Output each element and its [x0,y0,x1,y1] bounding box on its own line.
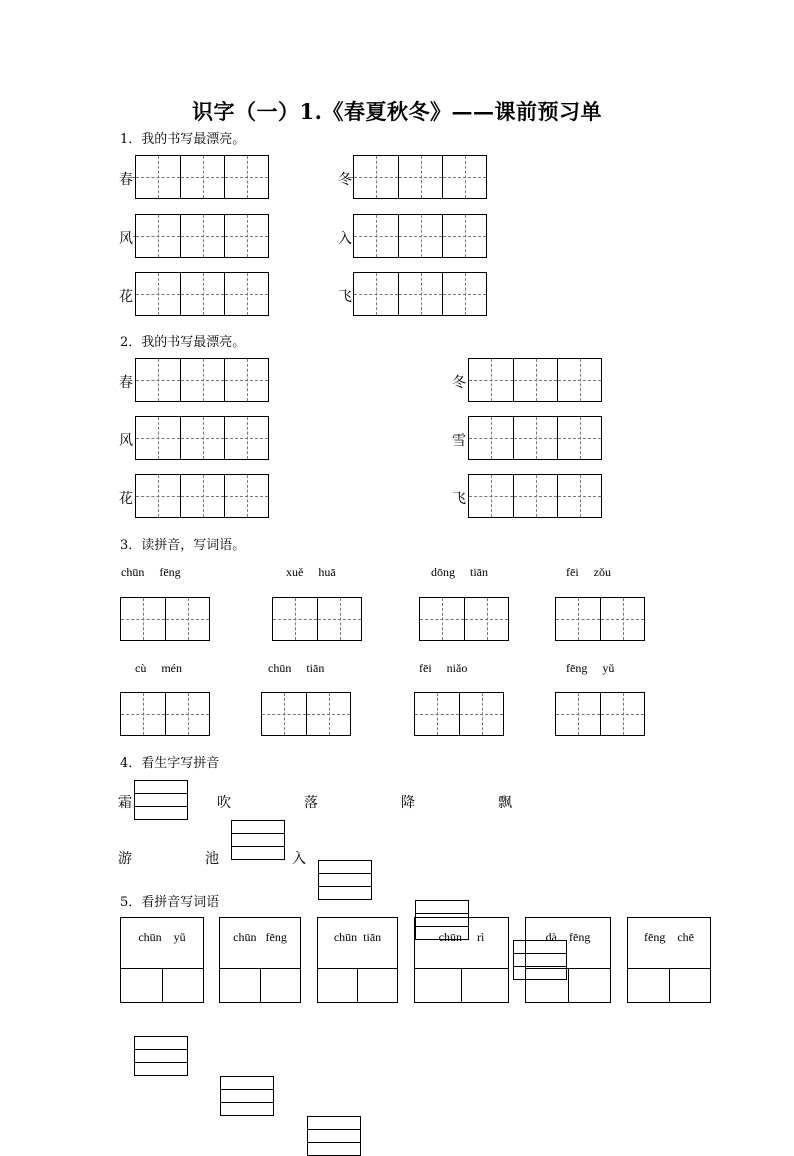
q2-char: 雪 [452,433,466,449]
q1-char: 风 [119,231,133,247]
pinyin-label: xuě huā [286,565,336,579]
pinyin-word-box[interactable]: fēng chē [627,917,711,1003]
q4-char: 入 [292,851,306,867]
q1-char: 花 [119,289,133,305]
writing-grid[interactable] [120,692,210,736]
q3-heading: 3．读拼音，写词语。 [120,538,246,553]
q4-char: 吹 [217,795,231,811]
pinyin-word-box[interactable]: chūn fēng [219,917,301,1003]
q1-heading: 1．我的书写最漂亮。 [120,132,246,147]
writing-grid[interactable] [353,155,487,199]
q1-char: 春 [119,172,133,188]
writing-grid[interactable] [555,692,645,736]
q4-char: 霜 [118,795,132,811]
pinyin-label: fēi niǎo [419,661,468,675]
q5-heading: 5．看拼音写词语 [120,895,220,910]
q4-char: 游 [118,851,132,867]
q4-char: 池 [205,851,219,867]
pinyin-word-box[interactable]: chūn rì [414,917,509,1003]
writing-grid[interactable] [414,692,504,736]
q2-heading: 2．我的书写最漂亮。 [120,335,246,350]
pinyin-box[interactable] [220,1076,274,1116]
writing-grid[interactable] [120,597,210,641]
q2-char: 风 [119,433,133,449]
q2-char: 冬 [452,375,466,391]
writing-grid[interactable] [468,358,602,402]
writing-grid[interactable] [135,155,269,199]
writing-grid[interactable] [135,358,269,402]
page-title: 识字（一）1.《春夏秋冬》——课前预习单 [192,99,602,124]
pinyin-box[interactable] [318,860,372,900]
writing-grid[interactable] [135,474,269,518]
writing-grid[interactable] [353,272,487,316]
writing-grid[interactable] [555,597,645,641]
q2-char: 飞 [452,491,466,507]
q4-char: 落 [304,795,318,811]
pinyin-box[interactable] [134,1036,188,1076]
q1-char: 入 [338,231,352,247]
q4-char: 降 [401,795,415,811]
writing-grid[interactable] [468,474,602,518]
q1-char: 飞 [338,289,352,305]
writing-grid[interactable] [135,214,269,258]
q1-char: 冬 [338,172,352,188]
pinyin-word-box[interactable]: dà fēng [525,917,611,1003]
writing-grid[interactable] [353,214,487,258]
pinyin-label: dōng tiān [431,565,488,579]
writing-grid[interactable] [272,597,362,641]
q4-heading: 4．看生字写拼音 [120,756,220,771]
pinyin-label: fēng yǔ [566,661,615,675]
pinyin-word-box[interactable]: chūn yǔ [120,917,204,1003]
pinyin-label: cù mén [135,661,182,675]
pinyin-label: chūn fēng [121,565,181,579]
writing-grid[interactable] [135,272,269,316]
pinyin-word-box[interactable]: chūn tiān [317,917,398,1003]
pinyin-label: chūn tiān [268,661,325,675]
pinyin-label: fēi zǒu [566,565,611,579]
writing-grid[interactable] [135,416,269,460]
writing-grid[interactable] [261,692,351,736]
pinyin-box[interactable] [231,820,285,860]
q2-char: 春 [119,375,133,391]
pinyin-box[interactable] [134,780,188,820]
writing-grid[interactable] [419,597,509,641]
writing-grid[interactable] [468,416,602,460]
q2-char: 花 [119,491,133,507]
q4-char: 飘 [498,795,512,811]
pinyin-box[interactable] [307,1116,361,1156]
